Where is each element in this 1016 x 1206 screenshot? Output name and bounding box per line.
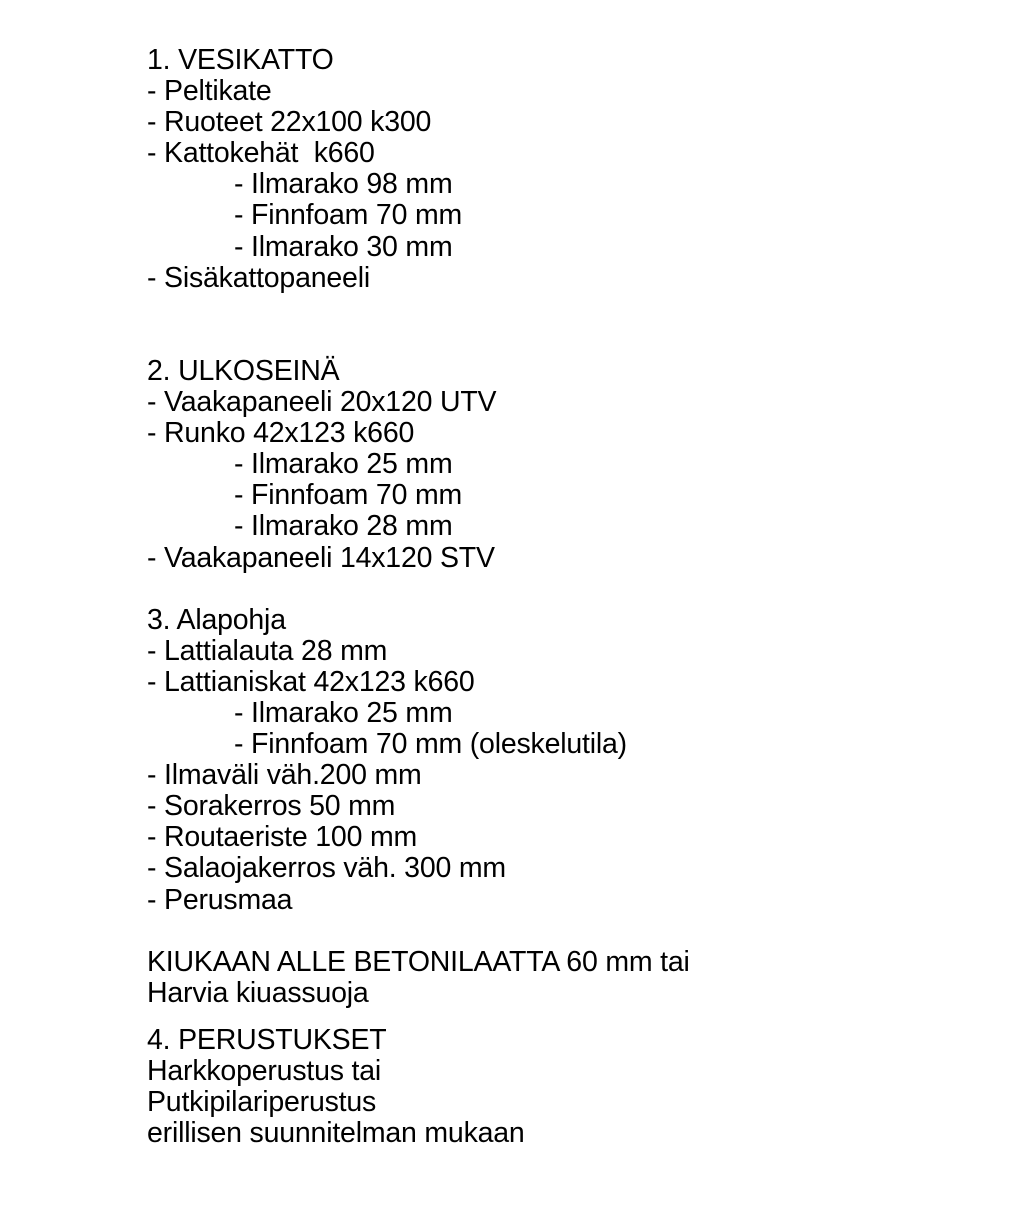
spacer	[147, 294, 987, 356]
floor-layer: - Ilmaväli väh.200 mm	[147, 759, 422, 792]
structure-spec-document	[147, 45, 987, 1149]
stove-note	[147, 947, 987, 1009]
stove-note-line: Harvia kiuassuoja	[147, 976, 369, 1009]
floor-layer: - Perusmaa	[147, 883, 293, 916]
wall-layer: - Vaakapaneeli 20x120 UTV	[147, 386, 497, 419]
roof-layer: - Ruoteet 22x100 k300	[147, 106, 432, 139]
section-heading-floor: 3. Alapohja	[147, 603, 286, 636]
foundation-line: Putkipilariperustus	[147, 1086, 377, 1119]
floor-sublayer: - Ilmarako 25 mm	[234, 696, 453, 729]
section-foundations	[147, 1025, 987, 1149]
section-wall	[147, 356, 987, 574]
roof-layer: - Kattokehät k660	[147, 137, 375, 170]
floor-sublayer: - Finnfoam 70 mm (oleskelutila)	[234, 728, 627, 761]
section-heading-foundations: 4. PERUSTUKSET	[147, 1023, 387, 1056]
spacer	[147, 574, 987, 605]
floor-layer: - Salaojakerros väh. 300 mm	[147, 852, 506, 885]
roof-sublayer: - Ilmarako 98 mm	[234, 168, 453, 201]
foundation-line: Harkkoperustus tai	[147, 1055, 382, 1087]
wall-layer: - Vaakapaneeli 14x120 STV	[147, 541, 495, 574]
spacer	[147, 916, 987, 947]
stove-note-line: KIUKAAN ALLE BETONILAATTA 60 mm tai	[147, 945, 690, 978]
section-roof	[147, 45, 987, 294]
foundation-line: erillisen suunnitelman mukaan	[147, 1117, 525, 1150]
spacer	[147, 1009, 987, 1025]
wall-sublayer: - Ilmarako 28 mm	[234, 510, 453, 543]
section-floor	[147, 605, 987, 916]
wall-sublayer: - Ilmarako 25 mm	[234, 448, 453, 481]
floor-layer: - Sorakerros 50 mm	[147, 790, 396, 823]
section-heading-wall: 2. ULKOSEINÄ	[147, 354, 340, 387]
floor-layer: - Routaeriste 100 mm	[147, 821, 418, 854]
roof-sublayer: - Ilmarako 30 mm	[234, 230, 453, 263]
floor-layer: - Lattialauta 28 mm	[147, 634, 388, 667]
roof-layer: - Peltikate	[147, 75, 272, 108]
roof-sublayer: - Finnfoam 70 mm	[234, 199, 463, 232]
wall-sublayer: - Finnfoam 70 mm	[234, 479, 463, 512]
roof-layer: - Sisäkattopaneeli	[147, 261, 370, 294]
section-heading-roof: 1. VESIKATTO	[147, 44, 334, 76]
floor-layer: - Lattianiskat 42x123 k660	[147, 665, 475, 698]
wall-layer: - Runko 42x123 k660	[147, 417, 415, 450]
